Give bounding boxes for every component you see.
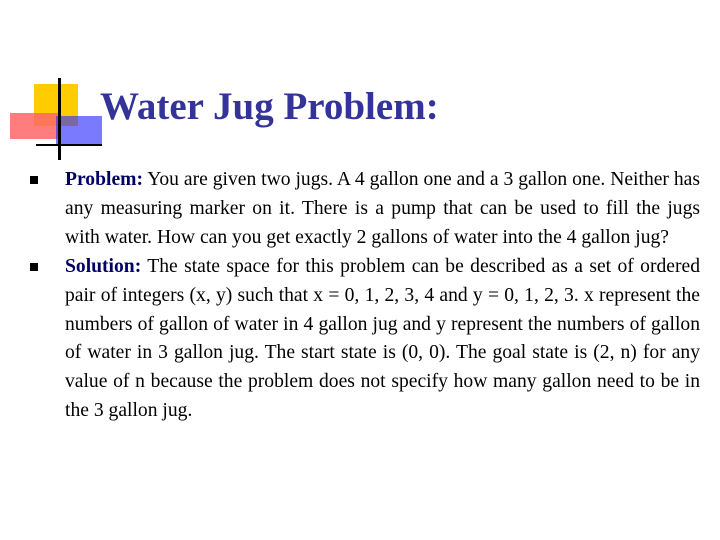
bullet-term: Solution: <box>65 255 142 277</box>
square-bullet-icon <box>30 263 38 271</box>
vertical-line-shape <box>58 78 61 160</box>
bullet-list <box>30 166 700 426</box>
horizontal-line-shape <box>36 144 102 146</box>
blue-rectangle-shape <box>56 116 102 144</box>
decorative-logo-blocks <box>0 0 110 170</box>
bullet-item-solution <box>30 253 700 426</box>
bullet-text: The state space for this problem can be described as a set of ordered pair of integers (x, y) such that x = 0, 1, 2, 3, 4 and y = 0, 1, 2, 3. x represent the numbers of gallon of water in 4 gallon jug and y represent the numbers of gallon of water in 3 gallon jug. The start state is (0, 0). The goal state is (2, n) for any value of n because the problem does not specify how many gallon need to be in the 3 gallon jug. <box>65 255 700 422</box>
red-rectangle-shape <box>10 113 58 139</box>
bullet-item-problem <box>30 166 700 253</box>
square-bullet-icon <box>30 176 38 184</box>
bullet-term: Problem: <box>65 169 143 190</box>
bullet-text: You are given two jugs. A 4 gallon one and a 3 gallon one. Neither has any measuring marker on it. There is a pump that can be used to fill the jugs with water. How can you get exactly 2 gallons of water into the 4 gallon jug? <box>65 169 700 248</box>
slide-title: Water Jug Problem: <box>100 85 439 128</box>
